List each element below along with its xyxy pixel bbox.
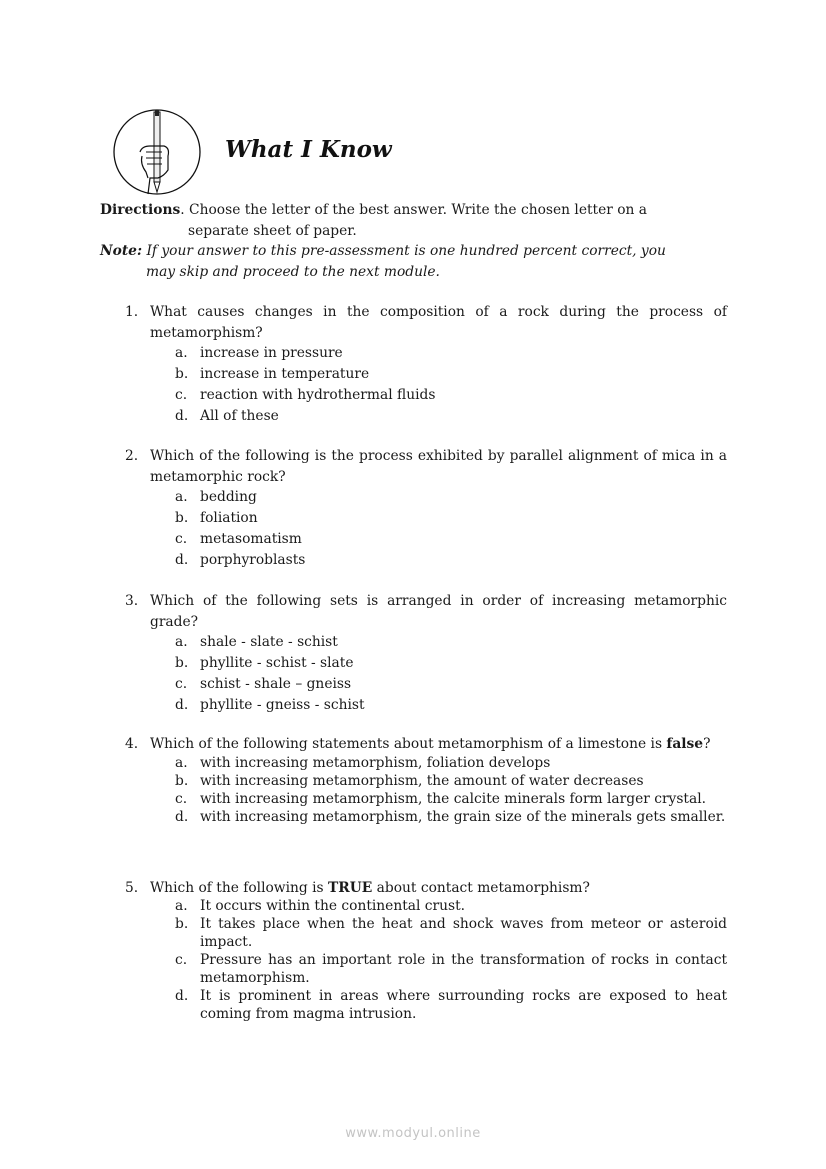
option: b. foliation (175, 510, 258, 527)
option: c. schist - shale – gneiss (175, 675, 352, 692)
question-stem: Which of the following statements about metamorphism of a limestone is false? (150, 736, 711, 752)
option: b. It takes place when the heat and shock waves from meteor or asteroid impact. (175, 916, 727, 950)
watermark: www.modyul.online (345, 1126, 481, 1141)
question-number: 3. (125, 593, 139, 609)
question-1 (125, 302, 727, 426)
hand-holding-pencil-icon (112, 108, 202, 202)
directions-label: Directions (100, 202, 181, 218)
option: c. metasomatism (175, 530, 302, 547)
question-stem: What causes changes in the composition of a rock during the process of metamorphism? (150, 304, 727, 341)
directions-text: . Choose the letter of the best answer. Write the chosen letter on a (180, 202, 648, 218)
option: a. increase in pressure (175, 345, 343, 362)
option: c. reaction with hydrothermal fluids (175, 386, 436, 403)
option: d. phyllite - gneiss - schist (175, 696, 365, 713)
option: c. Pressure has an important role in the transformation of rocks in contact metamorphism. (175, 952, 727, 986)
option: a. bedding (175, 489, 257, 506)
question-5 (125, 879, 727, 1023)
question-2 (125, 446, 727, 570)
question-number: 1. (125, 304, 139, 320)
note-text: If your answer to this pre-assessment is one hundred percent correct, you (142, 243, 666, 259)
note (100, 241, 720, 282)
note-label: Note: (100, 243, 143, 259)
option: d. porphyroblasts (175, 551, 306, 568)
question-number: 5. (125, 880, 139, 896)
note-text-cont: may skip and proceed to the next module. (146, 263, 440, 280)
option: d. All of these (175, 407, 279, 424)
question-stem: Which of the following sets is arranged in order of increasing metamorphic grade? (150, 593, 727, 630)
question-4 (125, 735, 727, 826)
option: a. shale - slate - schist (175, 634, 338, 651)
option: d. It is prominent in areas where surrounding rocks are exposed to heat coming from magma intrusion. (175, 988, 727, 1022)
directions-text-cont: separate sheet of paper. (188, 222, 357, 239)
option: a. It occurs within the continental crust. (175, 898, 466, 914)
question-number: 4. (125, 736, 139, 752)
emphasis: false (666, 736, 704, 752)
question-stem: Which of the following is the process exhibited by parallel alignment of mica in a metamorphic rock? (150, 448, 727, 485)
option: c. with increasing metamorphism, the calcite minerals form larger crystal. (175, 791, 706, 807)
directions (100, 200, 720, 241)
question-number: 2. (125, 448, 139, 464)
question-stem: Which of the following is TRUE about contact metamorphism? (150, 880, 590, 896)
option: a. with increasing metamorphism, foliation develops (175, 755, 551, 771)
option: d. with increasing metamorphism, the grain size of the minerals gets smaller. (175, 809, 726, 825)
question-3 (125, 591, 727, 715)
section-title: What I Know (225, 136, 392, 163)
emphasis: TRUE (328, 880, 373, 896)
option: b. with increasing metamorphism, the amount of water decreases (175, 773, 644, 789)
option: b. phyllite - schist - slate (175, 655, 354, 672)
option: b. increase in temperature (175, 366, 370, 383)
